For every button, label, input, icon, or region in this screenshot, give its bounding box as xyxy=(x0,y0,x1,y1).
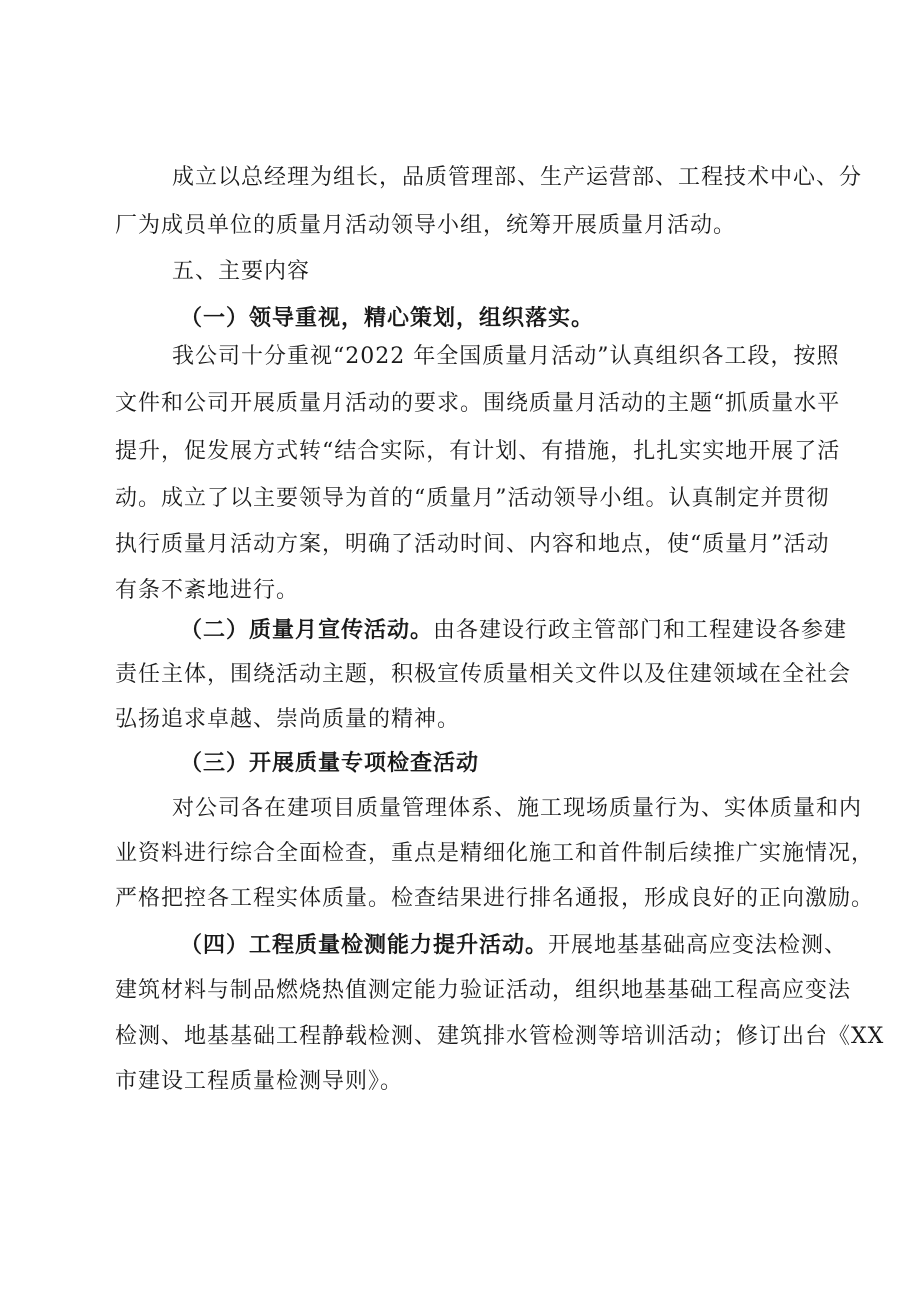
paragraph-line: 检测、地基基础工程静载检测、建筑排水管检测等培训活动；修订出台《XX xyxy=(115,1024,885,1049)
paragraph-line: 文件和公司开展质量月活动的要求。围绕质量月活动的主题“抓质量水平 xyxy=(115,391,841,416)
paragraph-text: 由各建设行政主管部门和工程建设各参建 xyxy=(433,618,848,643)
paragraph-line: 我公司十分重视“2022 年全国质量月活动”认真组织各工段，按照 xyxy=(172,344,840,369)
paragraph-line: 厂为成员单位的质量月活动领导小组，统筹开展质量月活动。 xyxy=(115,213,737,238)
paragraph-line: 建筑材料与制品燃烧热值测定能力验证活动，组织地基基础工程高应变法 xyxy=(115,978,852,1003)
paragraph-line: 有条不紊地进行。 xyxy=(115,578,300,603)
paragraph-line: 成立以总经理为组长，品质管理部、生产运营部、工程技术中心、分 xyxy=(172,165,863,190)
subsection-heading: （二）质量月宣传活动。 xyxy=(180,617,434,643)
section-heading: 五、主要内容 xyxy=(172,259,311,284)
paragraph-line: 对公司各在建项目质量管理体系、施工现场质量行为、实体质量和内 xyxy=(172,796,863,821)
paragraph-text: 开展地基基础高应变法检测、 xyxy=(548,933,848,958)
paragraph-line: 动。成立了以主要领导为首的“质量月”活动领导小组。认真制定并贯彻 xyxy=(115,486,830,511)
subsection-heading: （四）工程质量检测能力提升活动。 xyxy=(180,932,549,958)
paragraph-line: 业资料进行综合全面检查，重点是精细化施工和首件制后续推广实施情况， xyxy=(115,841,875,866)
subsection-heading: （一）领导重视，精心策划，组织落实。 xyxy=(180,305,595,331)
subsection-heading: （三）开展质量专项检查活动 xyxy=(180,750,480,776)
paragraph-line xyxy=(180,615,848,646)
paragraph-line: 执行质量月活动方案，明确了活动时间、内容和地点，使“质量月”活动 xyxy=(115,532,830,557)
paragraph-line xyxy=(180,930,848,961)
paragraph-line: 严格把控各工程实体质量。检查结果进行排名通报，形成良好的正向激励。 xyxy=(115,886,875,911)
paragraph-line: 责任主体，围绕活动主题，积极宣传质量相关文件以及住建领域在全社会 xyxy=(115,662,852,687)
paragraph-line: 市建设工程质量检测导则》。 xyxy=(115,1069,404,1094)
paragraph-line: 弘扬追求卓越、崇尚质量的精神。 xyxy=(115,707,461,732)
paragraph-line: 提升，促发展方式转“结合实际，有计划、有措施，扎扎实实地开展了活 xyxy=(115,439,841,464)
